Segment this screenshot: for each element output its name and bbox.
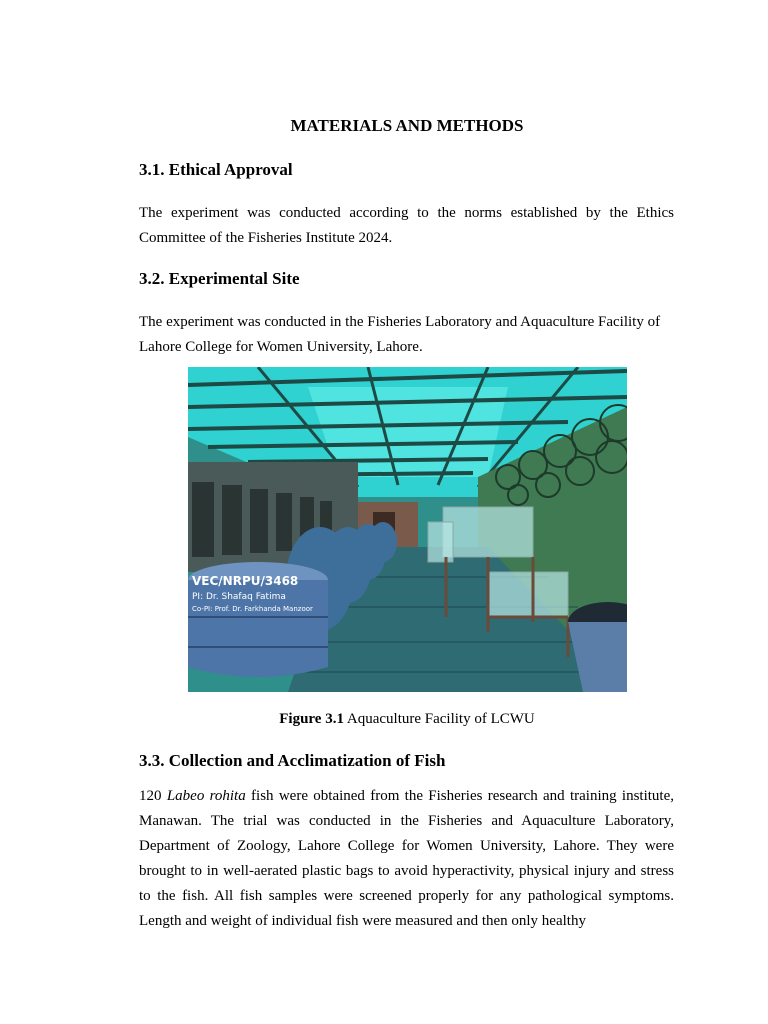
paragraph-experimental-site: The experiment was conducted in the Fisheries Laboratory and Aquaculture Facility of Lahore College for Women University, Lahore. bbox=[139, 314, 661, 355]
fish-count: 120 bbox=[139, 788, 167, 804]
tank-label-line-3: Co-PI: Prof. Dr. Farkhanda Manzoor bbox=[192, 605, 313, 613]
tank-label-line-2: PI: Dr. Shafaq Fatima bbox=[192, 592, 286, 602]
section-heading-collection-acclimatization: 3.3. Collection and Acclimatization of Fish bbox=[139, 751, 446, 770]
paragraph-collection-acclimatization bbox=[139, 784, 674, 934]
species-name: Labeo rohita bbox=[166, 788, 246, 804]
figure-aquaculture-facility-photo bbox=[188, 367, 627, 692]
figure-caption bbox=[0, 711, 768, 728]
tank-label-line-1: VEC/NRPU/3468 bbox=[192, 574, 299, 588]
section-heading-experimental-site: 3.2. Experimental Site bbox=[139, 269, 300, 288]
paragraph-collection-text: fish were obtained from the Fisheries research and training institute, Manawan. The trial was conducted in the Fisheries and Aquaculture Laboratory, Department of Zoology, Lahore College for Women University, Lahore. They were brought to in well-aerated plastic bags to avoid hyperactivity, physical injury and stress to the fish. All fish samples were screened properly for any pathological symptoms. Length and weight of individual fish were measured and then only healthy bbox=[139, 788, 675, 929]
figure-label: Figure 3.1 bbox=[279, 711, 344, 727]
paragraph-ethical-approval: The experiment was conducted according to the norms established by the Ethics Committee of the Fisheries Institute 2024. bbox=[139, 205, 674, 246]
section-heading-ethical-approval: 3.1. Ethical Approval bbox=[139, 160, 293, 179]
page-title: MATERIALS AND METHODS bbox=[290, 116, 524, 135]
figure-caption-text: Aquaculture Facility of LCWU bbox=[343, 711, 535, 727]
